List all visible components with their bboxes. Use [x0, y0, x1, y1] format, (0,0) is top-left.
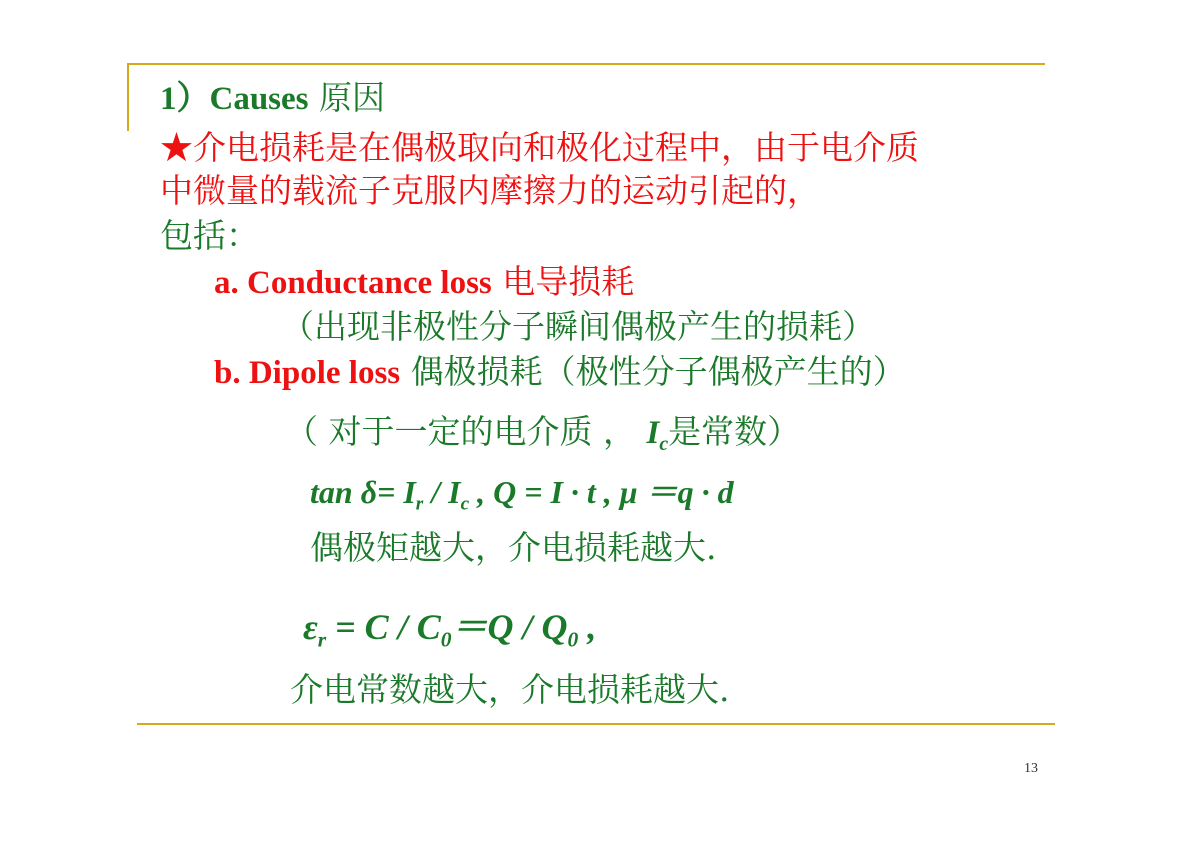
permittivity-conclusion: 介电常数越大，介电损耗越大. — [290, 670, 730, 709]
item-b — [214, 352, 906, 391]
heading-number: 1） — [160, 81, 210, 117]
formula2-sub-0a: 0 — [440, 627, 452, 652]
formula1-part-b: / I — [423, 474, 461, 510]
formula2-part-a: = C / C — [326, 607, 441, 647]
item-a-note: （出现非极性分子瞬间偶极产生的损耗） — [281, 307, 875, 346]
bottom-rule — [137, 723, 1055, 725]
formula1-part-a: tan δ= I — [310, 474, 416, 510]
constant-note-I: I — [646, 415, 660, 451]
dipole-conclusion: 偶极矩越大，介电损耗越大. — [310, 528, 717, 567]
left-rule — [127, 63, 129, 131]
item-a-en: a. Conductance loss — [214, 265, 492, 301]
formula-tan-delta — [310, 474, 734, 515]
formula-permittivity — [303, 607, 597, 652]
heading-en: Causes — [209, 81, 309, 117]
page-number: 13 — [1024, 761, 1038, 776]
constant-note-open: （ 对于一定的电介质 ， — [285, 412, 647, 451]
item-b-zh: 偶极损耗（极性分子偶极产生的） — [400, 352, 906, 391]
formula2-sub-0b: 0 — [567, 627, 579, 652]
formula2-part-c: , — [578, 607, 597, 647]
formula1-part-d: , Q = I · t , μ ＝q · d — [469, 474, 734, 510]
top-rule — [127, 63, 1045, 65]
formula1-sub-c: c — [460, 493, 470, 515]
includes-label: 包括： — [160, 216, 259, 255]
slide-heading — [160, 78, 386, 117]
constant-note-rest: 是常数） — [668, 412, 801, 451]
intro-line-2: 中微量的载流子克服内摩擦力的运动引起的， — [160, 171, 820, 210]
item-b-en: b. Dipole loss — [214, 355, 401, 391]
formula1-sub-r: r — [415, 493, 424, 515]
formula2-sub-r: r — [317, 627, 327, 652]
constant-note — [285, 412, 801, 455]
item-a — [214, 262, 635, 301]
intro-text-1: 介电损耗是在偶极取向和极化过程中，由于电介质 — [193, 128, 919, 167]
formula2-part-b: ＝Q / Q — [451, 607, 568, 647]
item-a-zh: 电导损耗 — [491, 262, 635, 301]
intro-line-1 — [160, 128, 919, 167]
formula2-epsilon: ε — [303, 607, 318, 647]
constant-note-sub-c: c — [659, 432, 669, 455]
heading-zh: 原因 — [308, 78, 386, 117]
star-icon: ★ — [160, 128, 193, 167]
